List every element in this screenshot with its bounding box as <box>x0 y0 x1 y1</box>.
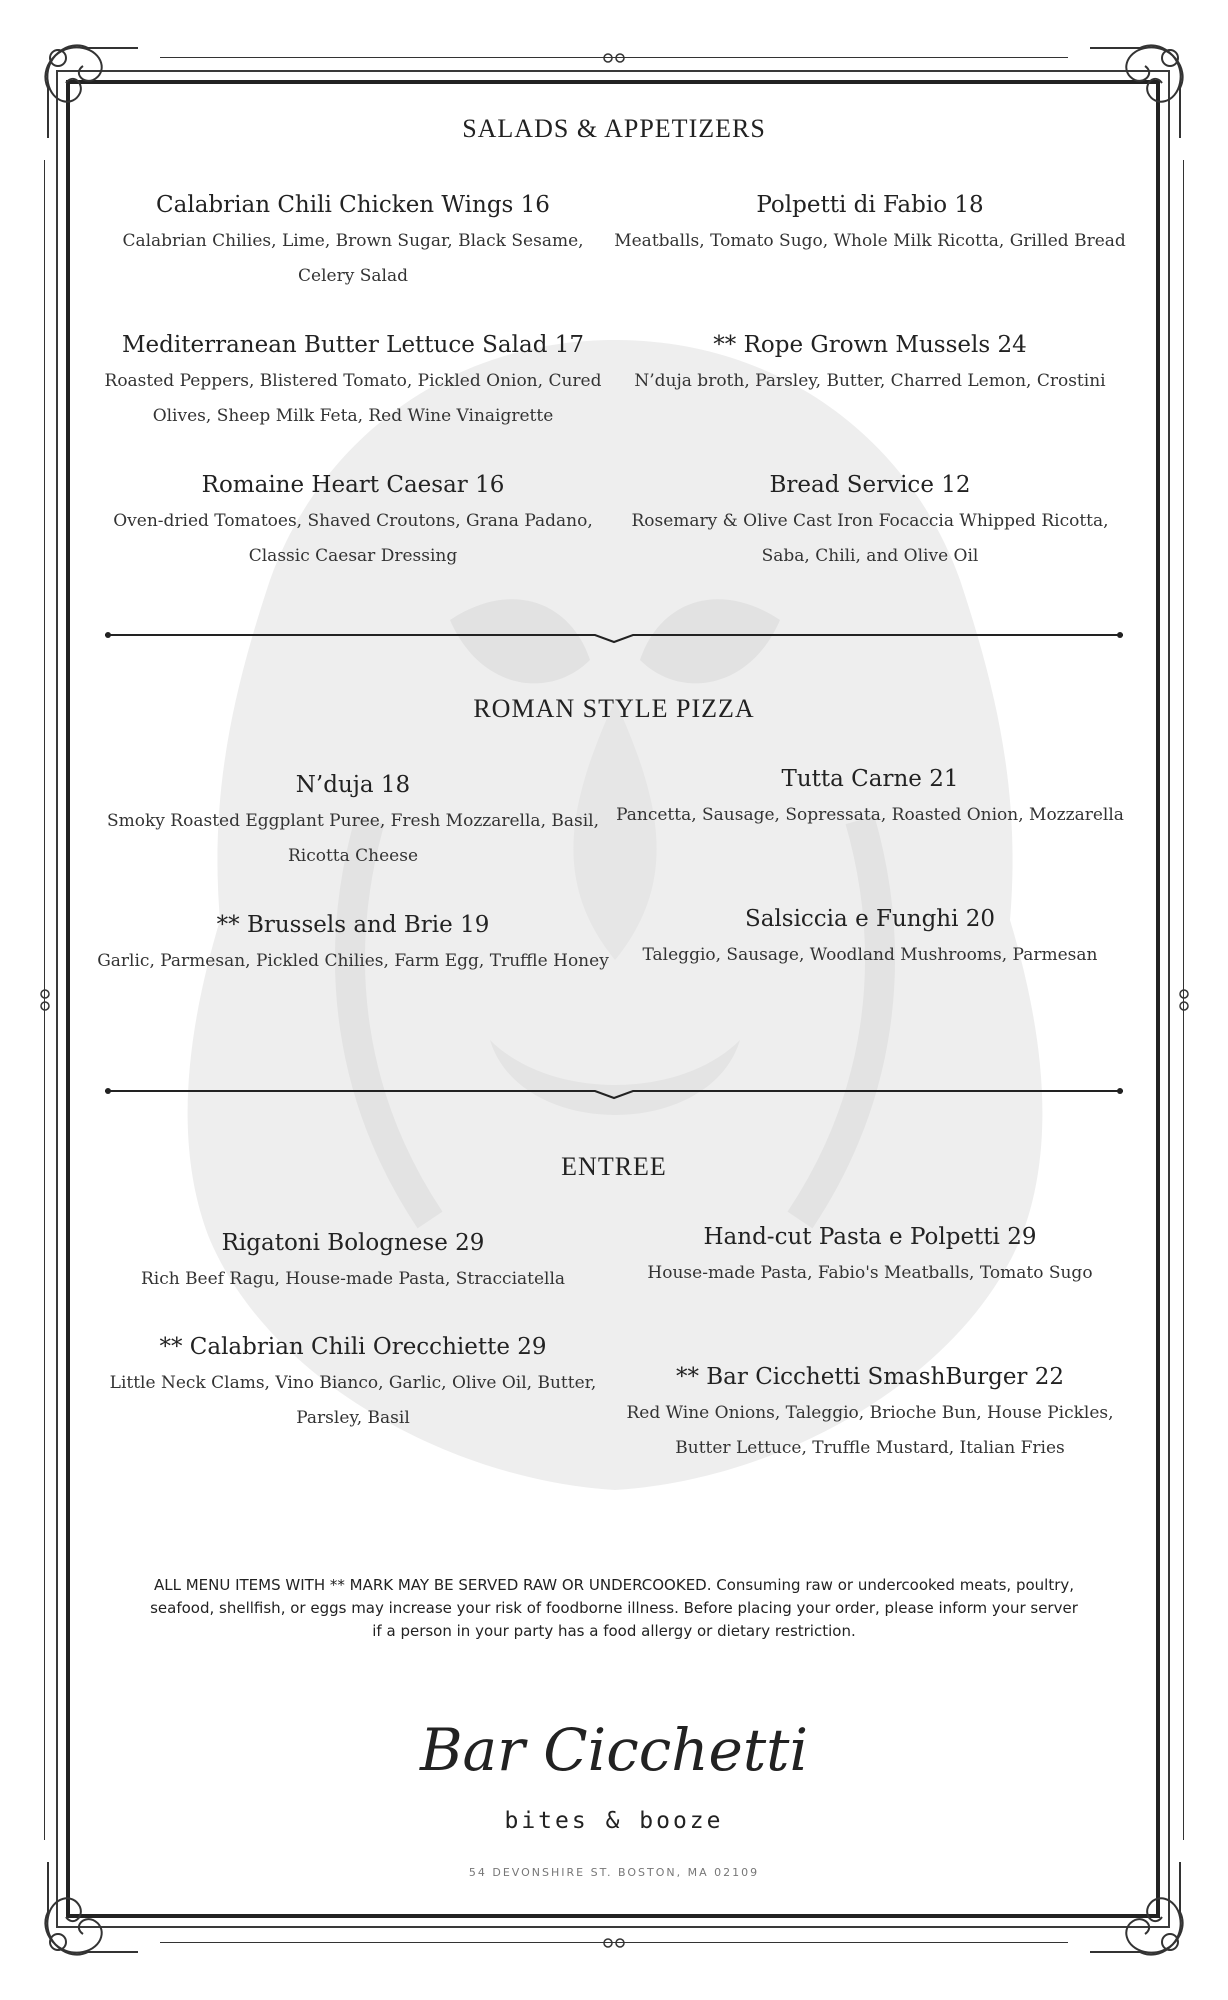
item-name: Salsiccia e Funghi 20 <box>744 906 996 932</box>
menu-item <box>93 330 613 434</box>
item-description: Rosemary & Olive Cast Iron Focaccia Whipped Ricotta, Saba, Chili, and Olive Oil <box>631 511 1109 566</box>
menu-item <box>93 770 613 874</box>
menu-item <box>610 190 1130 259</box>
menu-item <box>93 470 613 574</box>
section-title-pizza: ROMAN STYLE PIZZA <box>473 694 755 723</box>
item-description: Roasted Peppers, Blistered Tomato, Pickled Onion, Cured Olives, Sheep Milk Feta, Red Wine Vinaigrette <box>104 371 602 426</box>
menu-item <box>93 190 613 294</box>
section-divider <box>105 630 1123 644</box>
item-name: Rigatoni Bolognese 29 <box>221 1230 485 1256</box>
item-name: ** Calabrian Chili Orecchiette 29 <box>159 1334 547 1360</box>
item-description: House-made Pasta, Fabio's Meatballs, Tomato Sugo <box>647 1263 1093 1283</box>
item-description: Taleggio, Sausage, Woodland Mushrooms, Parmesan <box>642 945 1098 965</box>
menu-item <box>93 1332 613 1436</box>
brand-tagline: bites & booze <box>504 1808 724 1834</box>
menu-item <box>93 1228 613 1297</box>
item-name: N’duja 18 <box>295 772 411 798</box>
section-title-entree: ENTREE <box>561 1152 667 1181</box>
menu-item <box>610 470 1130 574</box>
item-name: Hand-cut Pasta e Polpetti 29 <box>703 1224 1037 1250</box>
item-description: N’duja broth, Parsley, Butter, Charred Lemon, Crostini <box>634 371 1106 391</box>
item-name: Calabrian Chili Chicken Wings 16 <box>156 192 550 218</box>
frame-ornament-icon <box>594 50 634 66</box>
restaurant-address: 54 DEVONSHIRE ST. BOSTON, MA 02109 <box>468 1866 760 1879</box>
item-name: ** Brussels and Brie 19 <box>216 912 490 938</box>
menu-item <box>610 1362 1130 1466</box>
item-name: Romaine Heart Caesar 16 <box>201 472 505 498</box>
item-name: ** Bar Cicchetti SmashBurger 22 <box>675 1364 1065 1390</box>
item-description: Garlic, Parmesan, Pickled Chilies, Farm Egg, Truffle Honey <box>97 951 609 971</box>
item-description: Little Neck Clams, Vino Bianco, Garlic, Olive Oil, Butter, Parsley, Basil <box>109 1373 597 1428</box>
item-description: Pancetta, Sausage, Sopressata, Roasted Onion, Mozzarella <box>616 805 1124 825</box>
brand-logo-script: Bar Cicchetti <box>419 1716 809 1784</box>
item-description: Smoky Roasted Eggplant Puree, Fresh Mozzarella, Basil, Ricotta Cheese <box>106 811 600 866</box>
section-divider <box>105 1086 1123 1100</box>
item-description: Meatballs, Tomato Sugo, Whole Milk Ricotta, Grilled Bread <box>614 231 1126 251</box>
menu-item <box>610 1222 1130 1291</box>
item-description: Rich Beef Ragu, House-made Pasta, Stracciatella <box>140 1269 566 1289</box>
food-safety-disclaimer: ALL MENU ITEMS WITH ** MARK MAY BE SERVED RAW OR UNDERCOOKED. Consuming raw or undercooked meats, poultry, seafood, shellfish, or eggs may increase your risk of foodborne illness. Before placing your order, please inform your server if a person in your party has a food allergy or dietary restriction. <box>150 1576 1078 1640</box>
menu-item <box>610 764 1130 833</box>
menu-item <box>93 910 613 979</box>
frame-ornament-icon <box>1176 980 1192 1020</box>
item-name: Polpetti di Fabio 18 <box>756 192 984 218</box>
item-name: Bread Service 12 <box>769 472 971 498</box>
menu-item <box>610 904 1130 973</box>
item-description: Oven-dried Tomatoes, Shaved Croutons, Grana Padano, Classic Caesar Dressing <box>113 511 593 566</box>
item-name: Mediterranean Butter Lettuce Salad 17 <box>122 332 584 358</box>
frame-ornament-icon <box>37 980 53 1020</box>
item-description: Red Wine Onions, Taleggio, Brioche Bun, House Pickles, Butter Lettuce, Truffle Mustard, Italian Fries <box>626 1403 1114 1458</box>
item-description: Calabrian Chilies, Lime, Brown Sugar, Black Sesame, Celery Salad <box>122 231 584 286</box>
menu-item <box>610 330 1130 399</box>
section-title-salads: SALADS & APPETIZERS <box>462 114 766 143</box>
frame-ornament-icon <box>594 1935 634 1951</box>
item-name: ** Rope Grown Mussels 24 <box>713 332 1027 358</box>
item-name: Tutta Carne 21 <box>781 766 959 792</box>
